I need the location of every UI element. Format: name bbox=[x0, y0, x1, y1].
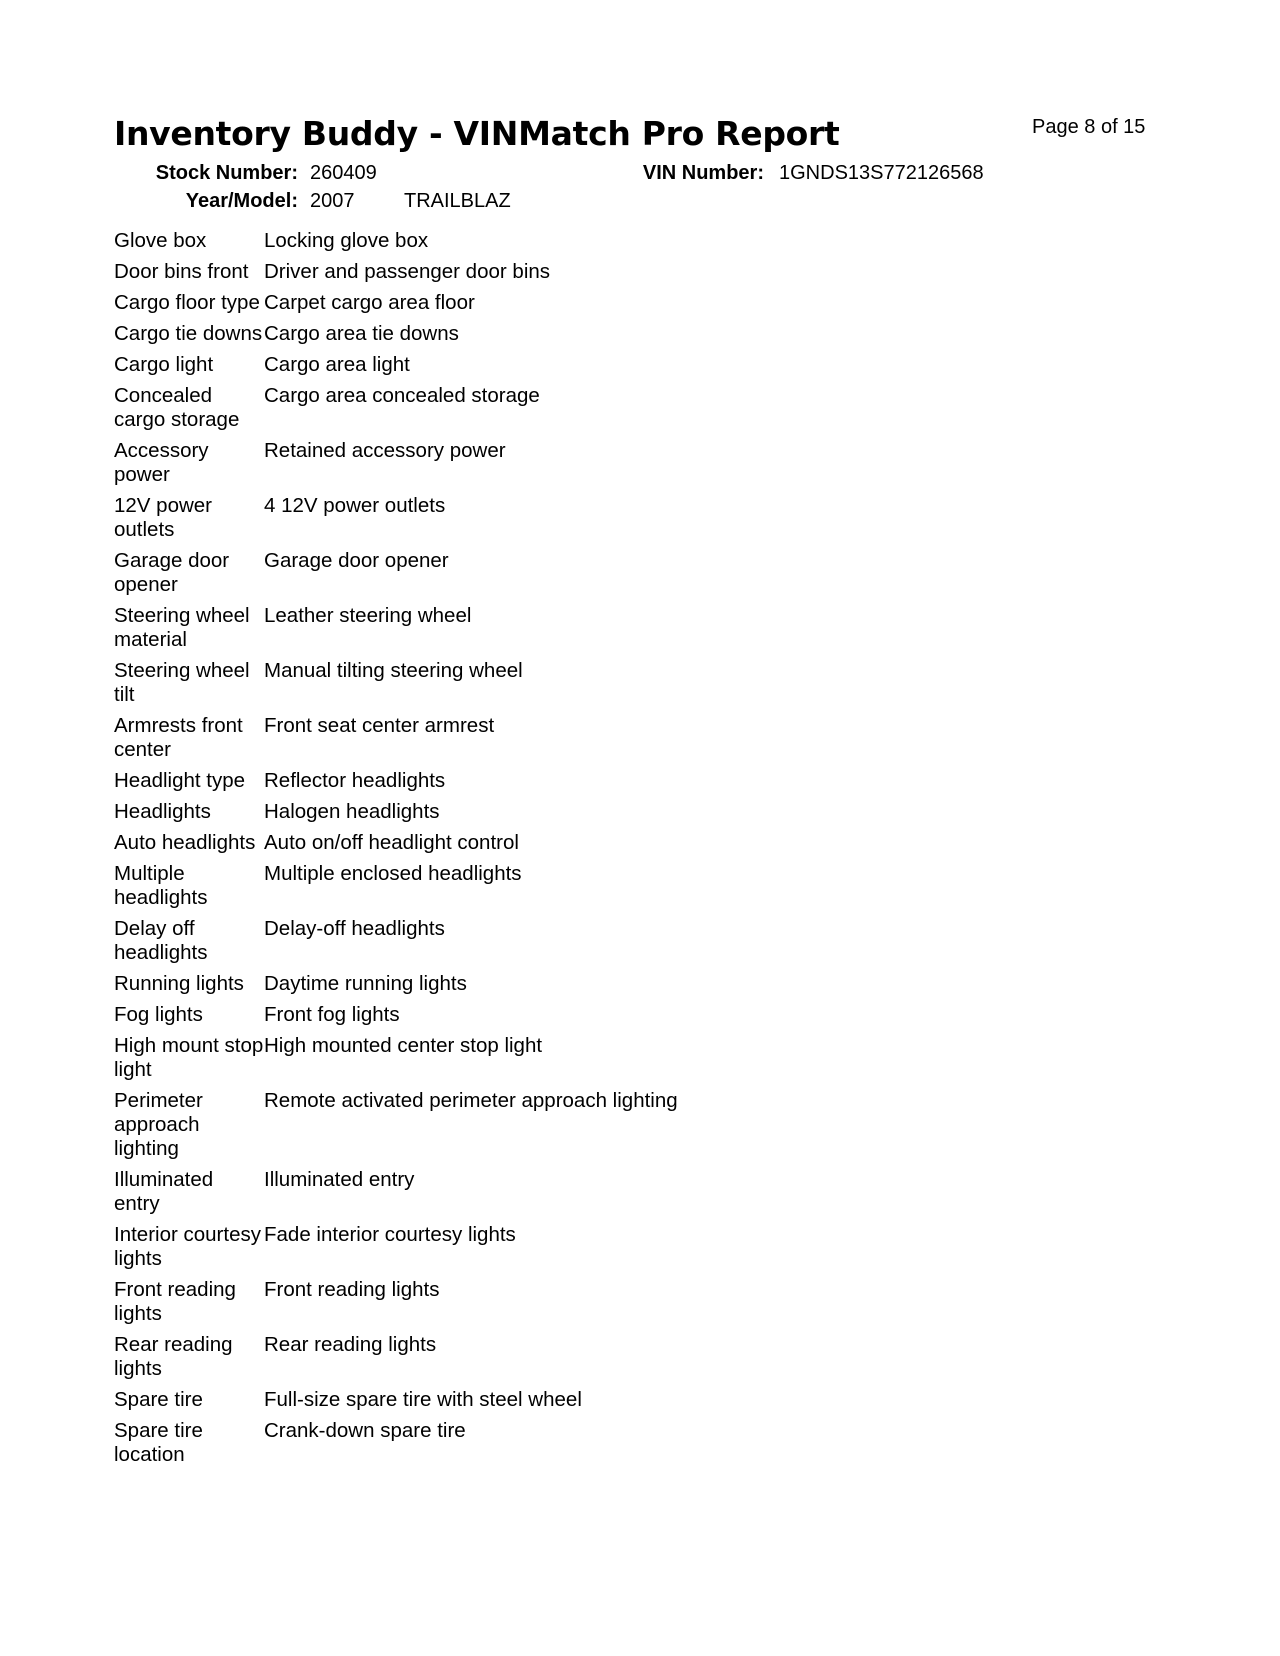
year-value: 2007 bbox=[310, 190, 355, 212]
feature-value: Daytime running lights bbox=[264, 972, 467, 995]
feature-row bbox=[114, 1168, 678, 1223]
feature-name: Multiple headlights bbox=[114, 862, 208, 909]
feature-value: Halogen headlights bbox=[264, 800, 440, 823]
feature-name: Concealed cargo storage bbox=[114, 384, 240, 431]
feature-name: Cargo light bbox=[114, 353, 214, 376]
feature-name: Cargo tie downs bbox=[114, 322, 263, 345]
feature-name: Glove box bbox=[114, 229, 207, 252]
feature-row bbox=[114, 1419, 678, 1474]
feature-name: Steering wheel tilt bbox=[114, 659, 250, 706]
feature-row bbox=[114, 917, 678, 972]
feature-value: Front fog lights bbox=[264, 1003, 400, 1026]
feature-name: Cargo floor type bbox=[114, 291, 260, 314]
features-body bbox=[114, 229, 678, 1474]
feature-row bbox=[114, 549, 678, 604]
feature-row bbox=[114, 1333, 678, 1388]
feature-name: Spare tire location bbox=[114, 1419, 203, 1466]
feature-row bbox=[114, 862, 678, 917]
feature-name: Auto headlights bbox=[114, 831, 256, 854]
feature-row bbox=[114, 1388, 678, 1419]
feature-row bbox=[114, 494, 678, 549]
vin-number-label: VIN Number: bbox=[642, 162, 764, 184]
feature-value: Carpet cargo area floor bbox=[264, 291, 475, 314]
feature-value: Retained accessory power bbox=[264, 439, 506, 462]
feature-row bbox=[114, 714, 678, 769]
feature-value: Driver and passenger door bins bbox=[264, 260, 551, 283]
feature-row bbox=[114, 353, 678, 384]
feature-name: Headlights bbox=[114, 800, 211, 823]
feature-value: Cargo area concealed storage bbox=[264, 384, 540, 407]
feature-row bbox=[114, 260, 678, 291]
feature-row bbox=[114, 831, 678, 862]
feature-value: Crank-down spare tire bbox=[264, 1419, 466, 1442]
feature-row bbox=[114, 291, 678, 322]
feature-value: Full-size spare tire with steel wheel bbox=[264, 1388, 582, 1411]
feature-name: Door bins front bbox=[114, 260, 249, 283]
feature-value: Illuminated entry bbox=[264, 1168, 415, 1191]
feature-value: Rear reading lights bbox=[264, 1333, 437, 1356]
feature-name: Perimeter approach lighting bbox=[114, 1089, 203, 1160]
feature-row bbox=[114, 229, 678, 260]
feature-name: Rear reading lights bbox=[114, 1333, 233, 1380]
feature-row bbox=[114, 659, 678, 714]
stock-number-value: 260409 bbox=[310, 162, 377, 184]
feature-row bbox=[114, 1003, 678, 1034]
feature-row bbox=[114, 1278, 678, 1333]
page-number: Page 8 of 15 bbox=[1032, 116, 1146, 138]
feature-name: Interior courtesy lights bbox=[114, 1223, 261, 1270]
stock-number-label: Stock Number: bbox=[155, 162, 298, 184]
feature-name: Armrests front center bbox=[114, 714, 243, 761]
feature-value: High mounted center stop light bbox=[264, 1034, 543, 1057]
year-model-label: Year/Model: bbox=[185, 190, 298, 212]
feature-name: Illuminated entry bbox=[114, 1168, 214, 1215]
feature-name: Fog lights bbox=[114, 1003, 203, 1026]
feature-value: Front reading lights bbox=[264, 1278, 440, 1301]
feature-value: Manual tilting steering wheel bbox=[264, 659, 523, 682]
feature-value: Cargo area tie downs bbox=[264, 322, 459, 345]
feature-value: Delay-off headlights bbox=[264, 917, 445, 940]
features-table bbox=[114, 229, 678, 1474]
feature-name: Steering wheel material bbox=[114, 604, 250, 651]
feature-name: Spare tire bbox=[114, 1388, 203, 1411]
feature-value: Cargo area light bbox=[264, 353, 410, 376]
feature-value: Reflector headlights bbox=[264, 769, 446, 792]
model-value: TRAILBLAZ bbox=[404, 190, 511, 212]
feature-value: Leather steering wheel bbox=[264, 604, 472, 627]
feature-name: 12V power outlets bbox=[114, 494, 213, 541]
feature-name: Accessory power bbox=[114, 439, 209, 486]
feature-name: Headlight type bbox=[114, 769, 246, 792]
feature-value: Fade interior courtesy lights bbox=[264, 1223, 516, 1246]
feature-value: Locking glove box bbox=[264, 229, 429, 252]
vin-number-value: 1GNDS13S772126568 bbox=[779, 162, 984, 184]
feature-row bbox=[114, 604, 678, 659]
feature-name: Garage door opener bbox=[114, 549, 230, 596]
feature-value: Auto on/off headlight control bbox=[264, 831, 519, 854]
feature-value: Remote activated perimeter approach lighting bbox=[264, 1089, 678, 1112]
report-title: Inventory Buddy - VINMatch Pro Report bbox=[114, 114, 840, 153]
feature-row bbox=[114, 384, 678, 439]
feature-row bbox=[114, 1089, 678, 1168]
feature-row bbox=[114, 439, 678, 494]
feature-row bbox=[114, 972, 678, 1003]
feature-name: Front reading lights bbox=[114, 1278, 236, 1325]
feature-name: Running lights bbox=[114, 972, 244, 995]
feature-name: Delay off headlights bbox=[114, 917, 208, 964]
feature-value: Multiple enclosed headlights bbox=[264, 862, 522, 885]
feature-row bbox=[114, 322, 678, 353]
feature-name: High mount stop light bbox=[114, 1034, 264, 1081]
feature-row bbox=[114, 1034, 678, 1089]
feature-row bbox=[114, 800, 678, 831]
feature-row bbox=[114, 769, 678, 800]
feature-value: Front seat center armrest bbox=[264, 714, 495, 737]
feature-row bbox=[114, 1223, 678, 1278]
feature-value: 4 12V power outlets bbox=[264, 494, 446, 517]
feature-value: Garage door opener bbox=[264, 549, 449, 572]
